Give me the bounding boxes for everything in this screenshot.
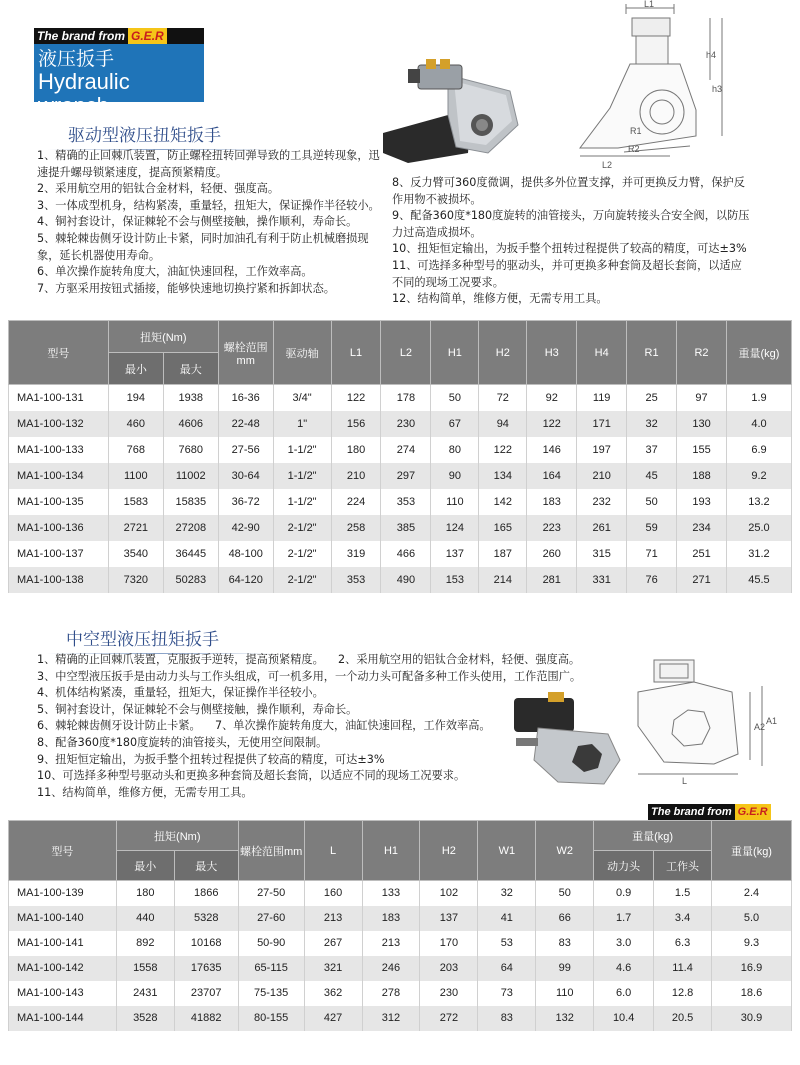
label-a2: A2 [754,722,766,732]
header-l1: L1 [331,321,381,385]
table-cell: 385 [381,515,431,541]
table-cell: 1938 [163,385,218,411]
table-cell: 156 [331,411,381,437]
table-row [9,515,792,541]
table-cell: 11002 [163,463,218,489]
table-row [9,1006,792,1031]
table-cell: 466 [381,541,431,567]
table-cell: 230 [381,411,431,437]
table-row [9,489,792,515]
table-cell: 18.6 [712,981,792,1006]
table-cell: 297 [381,463,431,489]
table-cell: 183 [527,489,577,515]
header-h2: H2 [420,821,478,881]
table-cell: 83 [536,931,594,956]
model-cell: MA1-100-133 [9,437,109,463]
table-cell: 92 [527,385,577,411]
table-cell: 83 [478,1006,536,1031]
feature-item: 10、可选择多种型号驱动头和更换多种套筒及超长套筒，以适应不同的现场工况要求。 [37,769,466,783]
table-cell: 12.8 [654,981,712,1006]
table-cell: 2-1/2" [273,515,331,541]
table-cell: 261 [577,515,627,541]
label-l1: L1 [644,0,655,9]
table-cell: 31.2 [726,541,791,567]
table-cell: 3528 [116,1006,174,1031]
table-cell: 234 [677,515,727,541]
label-a1: A1 [766,716,778,726]
model-cell: MA1-100-138 [9,567,109,593]
header-h1: H1 [362,821,420,881]
table-cell: 315 [577,541,627,567]
table-cell: 134 [479,463,527,489]
brand-badge-small [648,804,771,820]
table-cell: 353 [381,489,431,515]
table-row [9,463,792,489]
table-cell: 2431 [116,981,174,1006]
table-cell: 4606 [163,411,218,437]
feature-item: 5、棘轮棘齿侧牙设计防止卡紧，同时加油孔有利于防止机械磨损现 [37,231,369,245]
table-cell: 64 [478,956,536,981]
drive-spec-table [8,320,792,593]
header-model: 型号 [9,821,117,881]
brand-name: G.E.R [128,28,167,44]
table-cell: 10168 [174,931,238,956]
table-cell: 50 [627,489,677,515]
table-cell: 312 [362,1006,420,1031]
feature-item: 9、配备360度*180度旋转的油管接头，万向旋转接头合安全阀，以防压 [392,209,750,223]
table-cell: 1.5 [654,881,712,906]
table-cell: 490 [381,567,431,593]
table-cell: 2-1/2" [273,567,331,593]
header-min: 最小 [108,353,163,385]
header-torque: 扭矩(Nm) [108,321,218,353]
table-cell: 319 [331,541,381,567]
header-weight: 重量(kg) [726,321,791,385]
table-cell: 41882 [174,1006,238,1031]
header-r2: R2 [677,321,727,385]
table-cell: 72 [479,385,527,411]
drive-type-title [68,121,221,146]
header-h4: H4 [577,321,627,385]
header-title-en: Hydraulic wrench [38,69,130,118]
header-title-cn: 液压扳手 [38,48,115,70]
table-cell: 27-50 [238,881,304,906]
table-cell: 214 [479,567,527,593]
table-cell: 183 [362,906,420,931]
feature-item: 作用物不被损坏。 [392,192,482,206]
label-r1: R1 [630,126,642,136]
header-l2: L2 [381,321,431,385]
label-l2: L2 [602,160,613,170]
feature-item: 8、配备360度*180度旋转的油管接头，无使用空间限制。 [37,735,328,749]
table-cell: 187 [479,541,527,567]
model-cell: MA1-100-132 [9,411,109,437]
hollow-type-title [66,625,219,650]
table-cell: 59 [627,515,677,541]
table-cell: 274 [381,437,431,463]
header-weight-group: 重量(kg) [594,821,712,851]
label-h3: h3 [712,84,723,94]
table-cell: 32 [478,881,536,906]
hollow-wrench-diagram [634,652,784,787]
table-cell: 440 [116,906,174,931]
table-cell: 193 [677,489,727,515]
table-cell: 4.0 [726,411,791,437]
table-cell: 427 [304,1006,362,1031]
table-cell: 3.0 [594,931,654,956]
table-cell: 6.9 [726,437,791,463]
table-cell: 16-36 [218,385,273,411]
header-h3: H3 [527,321,577,385]
header-model: 型号 [9,321,109,385]
feature-item: 速提升螺母锁紧速度，提高预紧精度。 [37,165,228,179]
brand-bar [34,28,204,44]
table-cell: 22-48 [218,411,273,437]
table-cell: 11.4 [654,956,712,981]
feature-item: 9、扭矩恒定输出，为扳手整个扭转过程提供了较高的精度，可达±3% [37,752,385,766]
header-drive: 驱动轴 [273,321,331,385]
feature-item: 7、方驱采用按钮式插接，能够快速地切换拧紧和拆卸状态。 [37,281,335,295]
header-bolt-range: 螺栓范围mm [218,321,273,385]
table-cell: 0.9 [594,881,654,906]
table-cell: 42-90 [218,515,273,541]
table-row [9,567,792,593]
feature-item: 11、可选择多种型号的驱动头，并可更换多种套筒及超长套筒，以适应 [392,258,742,272]
table-cell: 50 [536,881,594,906]
table-cell: 25 [627,385,677,411]
table-cell: 50 [431,385,479,411]
table-cell: 64-120 [218,567,273,593]
model-cell: MA1-100-143 [9,981,117,1006]
feature-item: 10、扭矩恒定输出，为扳手整个扭转过程提供了较高的精度，可达±3% [392,242,747,256]
feature-item: 象，延长机器使用寿命。 [37,248,161,262]
table-cell: 80 [431,437,479,463]
header-r1: R1 [627,321,677,385]
table-cell: 20.5 [654,1006,712,1031]
table-cell: 267 [304,931,362,956]
table-cell: 16.9 [712,956,792,981]
table-cell: 50-90 [238,931,304,956]
table-cell: 110 [536,981,594,1006]
table-cell: 892 [116,931,174,956]
table-cell: 37 [627,437,677,463]
feature-item: 8、反力臂可360度微调，提供多外位置支撑，并可更换反力臂，保护反 [392,176,745,189]
table-cell: 66 [536,906,594,931]
header-bolt-range: 螺栓范围mm [238,821,304,881]
table-cell: 272 [420,1006,478,1031]
table-cell: 768 [108,437,163,463]
table-cell: 32 [627,411,677,437]
table-cell: 1.7 [594,906,654,931]
table-cell: 232 [577,489,627,515]
table-cell: 1" [273,411,331,437]
table-cell: 1-1/2" [273,437,331,463]
brand-name-small: G.E.R [735,804,771,820]
table-cell: 362 [304,981,362,1006]
feature-item: 6、棘轮棘齿侧牙设计防止卡紧。 7、单次操作旋转角度大，油缸快速回程，工作效率高。 [37,719,491,733]
table-cell: 331 [577,567,627,593]
table-cell: 1-1/2" [273,489,331,515]
feature-item: 4、铜衬套设计，保证棘轮不会与侧壁接触，操作顺利，寿命长。 [37,215,358,229]
table-cell: 142 [479,489,527,515]
header-power-head: 动力头 [594,851,654,881]
table-cell: 2721 [108,515,163,541]
model-cell: MA1-100-139 [9,881,117,906]
table-cell: 45 [627,463,677,489]
model-cell: MA1-100-131 [9,385,109,411]
table-cell: 132 [536,1006,594,1031]
model-cell: MA1-100-140 [9,906,117,931]
table-cell: 76 [627,567,677,593]
label-l: L [682,776,688,786]
table-cell: 210 [577,463,627,489]
model-cell: MA1-100-134 [9,463,109,489]
drive-type-title-text: 驱动型液压扭矩扳手 [68,126,221,146]
label-h4: h4 [706,50,717,60]
table-cell: 178 [381,385,431,411]
model-cell: MA1-100-144 [9,1006,117,1031]
model-cell: MA1-100-136 [9,515,109,541]
table-row [9,437,792,463]
table-cell: 210 [331,463,381,489]
table-cell: 1.9 [726,385,791,411]
feature-item: 力过高造成损坏。 [392,225,482,239]
header-h2: H2 [479,321,527,385]
drive-features-left [37,148,387,297]
feature-item: 11、结构简单，维修方便，无需专用工具。 [37,785,253,799]
feature-item: 3、中空型液压扳手是由动力头与工作头组成，可一机多用，一个动力头可配备多种工作头使用，工作范围广。 [37,669,582,683]
table-row [9,956,792,981]
drive-features-right [392,175,762,308]
table-cell: 13.2 [726,489,791,515]
table-cell: 1866 [174,881,238,906]
table-cell: 271 [677,567,727,593]
header-min: 最小 [116,851,174,881]
table-cell: 4.6 [594,956,654,981]
table-cell: 122 [527,411,577,437]
table-cell: 15835 [163,489,218,515]
table-cell: 10.4 [594,1006,654,1031]
table-row [9,411,792,437]
table-cell: 130 [677,411,727,437]
model-cell: MA1-100-137 [9,541,109,567]
header-torque: 扭矩(Nm) [116,821,238,851]
table-cell: 75-135 [238,981,304,1006]
table-row [9,906,792,931]
table-cell: 30.9 [712,1006,792,1031]
brand-logo [34,28,204,118]
table-cell: 41 [478,906,536,931]
table-cell: 3540 [108,541,163,567]
table-cell: 25.0 [726,515,791,541]
feature-item: 4、机体结构紧凑，重量轻，扭矩大，保证操作半径较小。 [37,686,324,700]
table-cell: 180 [331,437,381,463]
table-cell: 137 [431,541,479,567]
table-cell: 7320 [108,567,163,593]
table-cell: 278 [362,981,420,1006]
table-cell: 97 [677,385,727,411]
table-cell: 45.5 [726,567,791,593]
table-cell: 119 [577,385,627,411]
brand-prefix-small: The brand from [651,806,732,818]
feature-item: 12、结构简单，维修方便，无需专用工具。 [392,292,608,306]
table-cell: 122 [331,385,381,411]
table-cell: 188 [677,463,727,489]
model-cell: MA1-100-142 [9,956,117,981]
table-row [9,931,792,956]
header-max: 最大 [174,851,238,881]
table-cell: 90 [431,463,479,489]
table-cell: 102 [420,881,478,906]
table-cell: 1583 [108,489,163,515]
feature-item: 5、铜衬套设计，保证棘轮不会与侧壁接触，操作顺利，寿命长。 [37,702,358,716]
table-cell: 27-56 [218,437,273,463]
table-cell: 80-155 [238,1006,304,1031]
table-cell: 160 [304,881,362,906]
table-cell: 224 [331,489,381,515]
table-cell: 27-60 [238,906,304,931]
table-cell: 258 [331,515,381,541]
table-cell: 7680 [163,437,218,463]
table-cell: 3/4" [273,385,331,411]
table-cell: 281 [527,567,577,593]
table-cell: 246 [362,956,420,981]
table-cell: 197 [577,437,627,463]
table-cell: 260 [527,541,577,567]
table-cell: 94 [479,411,527,437]
table-cell: 223 [527,515,577,541]
table-cell: 67 [431,411,479,437]
table-cell: 165 [479,515,527,541]
table-cell: 460 [108,411,163,437]
table-cell: 153 [431,567,479,593]
table-cell: 213 [362,931,420,956]
hollow-spec-table [8,820,792,1031]
brand-prefix: The brand from [37,29,126,43]
table-cell: 110 [431,489,479,515]
header-work-head: 工作头 [654,851,712,881]
table-cell: 65-115 [238,956,304,981]
feature-item: 1、精确的止回棘爪装置，克服扳手逆转，提高预紧精度。 2、采用航空用的铝钛合金材料，轻便、强度高。 [37,653,581,666]
hollow-table-body [9,881,792,1031]
drive-wrench-photo [378,55,548,165]
header-w1: W1 [478,821,536,881]
table-cell: 171 [577,411,627,437]
feature-item: 3、一体成型机身，结构紧凑，重量轻，扭矩大，保证操作半径较小。 [37,198,380,212]
table-cell: 6.3 [654,931,712,956]
table-cell: 251 [677,541,727,567]
table-cell: 170 [420,931,478,956]
table-cell: 230 [420,981,478,1006]
table-cell: 5.0 [712,906,792,931]
table-cell: 36-72 [218,489,273,515]
table-cell: 1100 [108,463,163,489]
header-max: 最大 [163,353,218,385]
table-cell: 194 [108,385,163,411]
feature-item: 6、单次操作旋转角度大，油缸快速回程，工作效率高。 [37,265,313,279]
table-cell: 1558 [116,956,174,981]
header-w2: W2 [536,821,594,881]
table-cell: 48-100 [218,541,273,567]
table-row [9,385,792,411]
table-cell: 27208 [163,515,218,541]
table-cell: 124 [431,515,479,541]
hollow-wrench-photo [508,690,628,790]
table-cell: 164 [527,463,577,489]
table-cell: 122 [479,437,527,463]
drive-wrench-diagram [570,0,750,170]
header-weight: 重量(kg) [712,821,792,881]
model-cell: MA1-100-141 [9,931,117,956]
table-cell: 23707 [174,981,238,1006]
table-cell: 71 [627,541,677,567]
table-cell: 9.3 [712,931,792,956]
table-cell: 73 [478,981,536,1006]
header-l: L [304,821,362,881]
table-row [9,881,792,906]
table-cell: 203 [420,956,478,981]
table-row [9,981,792,1006]
table-cell: 155 [677,437,727,463]
table-cell: 321 [304,956,362,981]
header-h1: H1 [431,321,479,385]
table-cell: 137 [420,906,478,931]
table-cell: 213 [304,906,362,931]
table-cell: 6.0 [594,981,654,1006]
table-cell: 9.2 [726,463,791,489]
feature-item: 1、精确的止回棘爪装置，防止螺栓扭转回弹导致的工具逆转现象，迅 [37,149,380,162]
feature-item: 2、采用航空用的铝钛合金材料，轻便、强度高。 [37,182,280,196]
model-cell: MA1-100-135 [9,489,109,515]
table-cell: 50283 [163,567,218,593]
table-row [9,541,792,567]
table-cell: 36445 [163,541,218,567]
table-cell: 99 [536,956,594,981]
table-cell: 5328 [174,906,238,931]
table-cell: 146 [527,437,577,463]
table-cell: 2.4 [712,881,792,906]
table-cell: 180 [116,881,174,906]
table-cell: 30-64 [218,463,273,489]
table-cell: 17635 [174,956,238,981]
feature-item: 不同的现场工况要求。 [392,275,504,289]
table-cell: 3.4 [654,906,712,931]
table-cell: 133 [362,881,420,906]
table-cell: 2-1/2" [273,541,331,567]
table-cell: 1-1/2" [273,463,331,489]
label-r2: R2 [628,144,640,154]
hollow-type-title-text: 中空型液压扭矩扳手 [66,630,219,650]
table-cell: 53 [478,931,536,956]
drive-table-body [9,385,792,593]
table-cell: 353 [331,567,381,593]
